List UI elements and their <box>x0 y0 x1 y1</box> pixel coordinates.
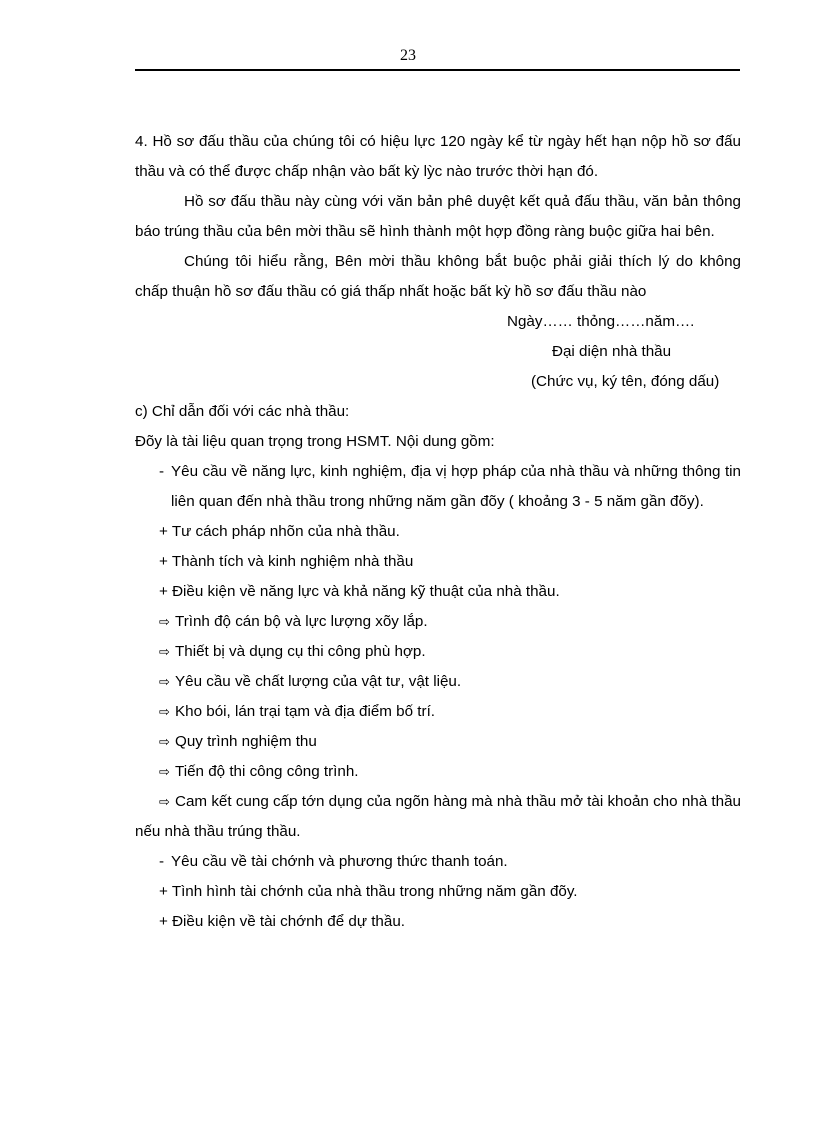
paragraph-validity: 4. Hồ sơ đấu thầu của chúng tôi có hiệu lực 120 ngày kể từ ngày hết hạn nộp hồ sơ đấu thầu và có thể được chấp nhận vào bất kỳ lỳc nào trước thời hạn đó. <box>135 133 741 180</box>
list-item: ⇨ Trình độ cán bộ và lực lượng xõy lắp. <box>135 607 741 637</box>
arrow-right-icon: ⇨ <box>159 794 170 809</box>
document-body <box>135 127 741 937</box>
paragraph-understanding: Chúng tôi hiểu rằng, Bên mời thầu không bắt buộc phải giải thích lý do không chấp thuận hồ sơ đấu thầu có giá thấp nhất hoặc bất kỳ hồ sơ đấu thầu nào <box>135 253 741 300</box>
signature-note: (Chức vụ, ký tên, đóng dấu) <box>531 373 720 390</box>
list-item: ⇨ Tiến độ thi công công trình. <box>135 757 741 787</box>
arrow-right-icon: ⇨ <box>159 674 170 689</box>
list-item-technical-capacity: + Điều kiện về năng lực và khả năng kỹ thuật của nhà thầu. <box>159 583 560 600</box>
section-heading-c: c) Chỉ dẫn đối với các nhà thầu: <box>135 403 350 420</box>
list-item-text: Yêu cầu về tài chớnh và phương thức thanh toán. <box>171 853 508 870</box>
dash-bullet: - <box>159 853 165 870</box>
list-item: ⇨ Yêu cầu về chất lượng của vật tư, vật liệu. <box>135 667 741 697</box>
arrow-right-icon: ⇨ <box>159 734 170 749</box>
list-item-legal-status: + Tư cách pháp nhõn của nhà thầu. <box>159 523 400 540</box>
list-item-credit-commitment: ⇨ Cam kết cung cấp tớn dụng của ngõn hàng mà nhà thầu mở tài khoản cho nhà thầu nếu nhà thầu trúng thầu. <box>135 787 741 847</box>
arrow-right-icon: ⇨ <box>159 614 170 629</box>
list-item-capacity <box>135 457 741 517</box>
dash-bullet: - <box>159 463 165 480</box>
list-item-achievements: + Thành tích và kinh nghiệm nhà thầu <box>159 553 414 570</box>
date-line: Ngày…… thỏng……năm…. <box>507 313 695 330</box>
list-item-text: Yêu cầu về năng lực, kinh nghiệm, địa vị hợp pháp của nhà thầu và những thông tin liên quan đến nhà thầu trong những năm gần đõy ( khoảng 3 - 5 năm gần đõy). <box>171 463 741 510</box>
list-item-finance <box>135 847 741 877</box>
header-rule <box>135 69 740 71</box>
list-item: ⇨ Kho bói, lán trại tạm và địa điểm bố trí. <box>135 697 741 727</box>
arrow-right-icon: ⇨ <box>159 764 170 779</box>
section-intro: Đõy là tài liệu quan trọng trong HSMT. Nội dung gồm: <box>135 433 495 450</box>
arrow-right-icon: ⇨ <box>159 644 170 659</box>
representative-label: Đại diện nhà thầu <box>552 343 672 360</box>
list-item: ⇨ Quy trình nghiệm thu <box>135 727 741 757</box>
list-item-financial-status: + Tình hình tài chớnh của nhà thầu trong những năm gần đõy. <box>159 883 578 900</box>
list-item: ⇨ Thiết bị và dụng cụ thi công phù hợp. <box>135 637 741 667</box>
arrow-right-icon: ⇨ <box>159 704 170 719</box>
list-item-financial-conditions: + Điều kiện về tài chớnh để dự thầu. <box>159 913 405 930</box>
page-number: 23 <box>400 47 416 64</box>
paragraph-contract: Hồ sơ đấu thầu này cùng với văn bản phê duyệt kết quả đấu thầu, văn bản thông báo trúng thầu của bên mời thầu sẽ hình thành một hợp đồng ràng buộc giữa hai bên. <box>135 193 741 240</box>
